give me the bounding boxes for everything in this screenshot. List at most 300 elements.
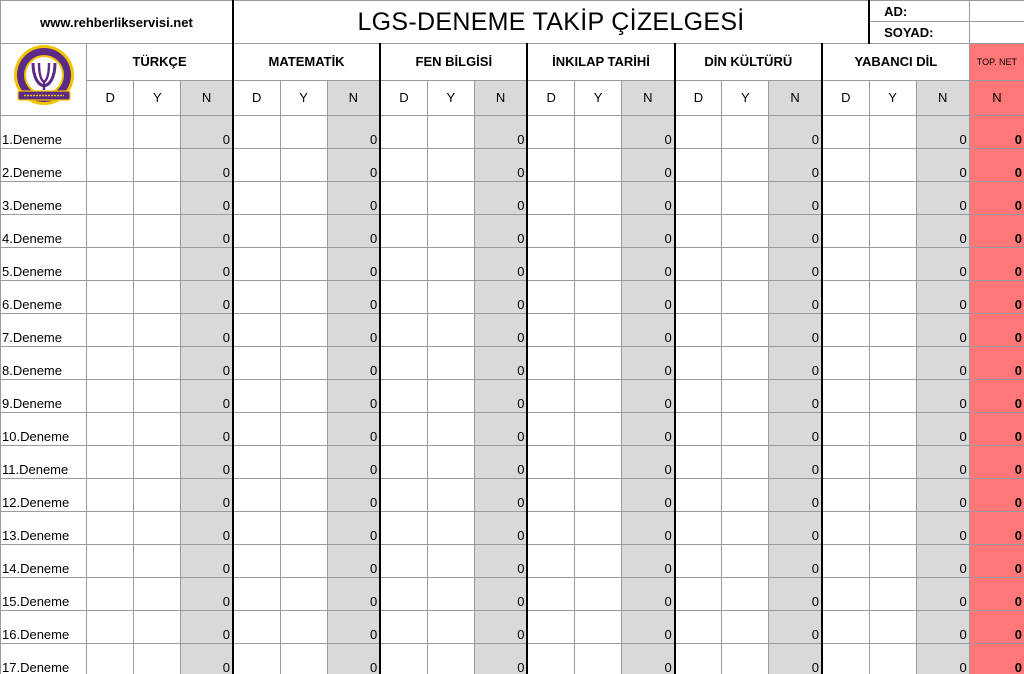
yanlis-cell-fen-biilgiisii[interactable] xyxy=(427,182,474,215)
net-cell-diin-kulturu: 0 xyxy=(769,644,822,674)
yanlis-cell-diin-kulturu[interactable] xyxy=(722,446,769,479)
yanlis-cell-turkce[interactable] xyxy=(134,578,181,611)
dogru-cell-turkce[interactable] xyxy=(87,512,134,545)
dogru-cell-iinkilap-tariihii[interactable] xyxy=(527,512,574,545)
dogru-cell-fen-biilgiisii[interactable] xyxy=(380,116,427,149)
yanlis-cell-turkce[interactable] xyxy=(134,347,181,380)
yanlis-cell-diin-kulturu[interactable] xyxy=(722,347,769,380)
yanlis-cell-matematiik[interactable] xyxy=(280,314,327,347)
yanlis-cell-matematiik[interactable] xyxy=(280,347,327,380)
yanlis-cell-fen-biilgiisii[interactable] xyxy=(427,281,474,314)
row-label: 3.Deneme xyxy=(1,182,87,215)
dogru-cell-yabanci-diil[interactable] xyxy=(822,479,869,512)
dogru-cell-fen-biilgiisii[interactable] xyxy=(380,281,427,314)
dogru-cell-turkce[interactable] xyxy=(87,578,134,611)
dogru-cell-turkce[interactable] xyxy=(87,116,134,149)
yanlis-cell-yabanci-diil[interactable] xyxy=(869,479,916,512)
soyad-label: SOYAD: xyxy=(869,22,969,44)
table-row xyxy=(1,479,1024,512)
net-cell-diin-kulturu: 0 xyxy=(769,545,822,578)
dogru-cell-fen-biilgiisii[interactable] xyxy=(380,248,427,281)
net-cell-turkce: 0 xyxy=(181,611,233,644)
col-header-y-turkce: Y xyxy=(134,80,181,115)
yanlis-cell-diin-kulturu[interactable] xyxy=(722,248,769,281)
yanlis-cell-diin-kulturu[interactable] xyxy=(722,578,769,611)
net-cell-turkce: 0 xyxy=(181,446,233,479)
dogru-cell-matematiik[interactable] xyxy=(233,512,280,545)
net-cell-matematiik: 0 xyxy=(327,380,380,413)
yanlis-cell-yabanci-diil[interactable] xyxy=(869,446,916,479)
yanlis-cell-iinkilap-tariihii[interactable] xyxy=(575,545,622,578)
dogru-cell-diin-kulturu[interactable] xyxy=(675,116,722,149)
dogru-cell-fen-biilgiisii[interactable] xyxy=(380,644,427,674)
net-cell-iinkilap-tariihii: 0 xyxy=(622,611,675,644)
dogru-cell-turkce[interactable] xyxy=(87,611,134,644)
yanlis-cell-matematiik[interactable] xyxy=(280,215,327,248)
dogru-cell-iinkilap-tariihii[interactable] xyxy=(527,116,574,149)
dogru-cell-matematiik[interactable] xyxy=(233,116,280,149)
row-label: 2.Deneme xyxy=(1,149,87,182)
dogru-cell-diin-kulturu[interactable] xyxy=(675,611,722,644)
table-row xyxy=(1,446,1024,479)
dogru-cell-yabanci-diil[interactable] xyxy=(822,512,869,545)
dogru-cell-diin-kulturu[interactable] xyxy=(675,644,722,674)
net-cell-yabanci-diil: 0 xyxy=(916,215,969,248)
net-cell-iinkilap-tariihii: 0 xyxy=(622,182,675,215)
yanlis-cell-turkce[interactable] xyxy=(134,215,181,248)
dogru-cell-turkce[interactable] xyxy=(87,248,134,281)
dogru-cell-diin-kulturu[interactable] xyxy=(675,479,722,512)
net-cell-yabanci-diil: 0 xyxy=(916,116,969,149)
yanlis-cell-yabanci-diil[interactable] xyxy=(869,182,916,215)
total-net-cell: 0 xyxy=(969,215,1024,248)
table-row xyxy=(1,215,1024,248)
col-header-n-turkce: N xyxy=(181,80,233,115)
yanlis-cell-diin-kulturu[interactable] xyxy=(722,215,769,248)
yanlis-cell-matematiik[interactable] xyxy=(280,413,327,446)
dogru-cell-matematiik[interactable] xyxy=(233,215,280,248)
net-cell-fen-biilgiisii: 0 xyxy=(474,149,527,182)
soyad-input-cell[interactable] xyxy=(969,22,1024,44)
dogru-cell-iinkilap-tariihii[interactable] xyxy=(527,446,574,479)
yanlis-cell-fen-biilgiisii[interactable] xyxy=(427,611,474,644)
dogru-cell-matematiik[interactable] xyxy=(233,611,280,644)
dogru-cell-yabanci-diil[interactable] xyxy=(822,248,869,281)
yanlis-cell-turkce[interactable] xyxy=(134,446,181,479)
net-cell-turkce: 0 xyxy=(181,281,233,314)
dogru-cell-yabanci-diil[interactable] xyxy=(822,644,869,674)
dogru-cell-diin-kulturu[interactable] xyxy=(675,380,722,413)
dogru-cell-turkce[interactable] xyxy=(87,281,134,314)
dogru-cell-diin-kulturu[interactable] xyxy=(675,413,722,446)
dogru-cell-turkce[interactable] xyxy=(87,182,134,215)
net-cell-matematiik: 0 xyxy=(327,281,380,314)
net-cell-fen-biilgiisii: 0 xyxy=(474,116,527,149)
dogru-cell-fen-biilgiisii[interactable] xyxy=(380,380,427,413)
dogru-cell-fen-biilgiisii[interactable] xyxy=(380,314,427,347)
dogru-cell-turkce[interactable] xyxy=(87,479,134,512)
dogru-cell-diin-kulturu[interactable] xyxy=(675,347,722,380)
yanlis-cell-diin-kulturu[interactable] xyxy=(722,545,769,578)
total-net-cell: 0 xyxy=(969,116,1024,149)
yanlis-cell-iinkilap-tariihii[interactable] xyxy=(575,380,622,413)
net-cell-yabanci-diil: 0 xyxy=(916,347,969,380)
yanlis-cell-yabanci-diil[interactable] xyxy=(869,578,916,611)
yanlis-cell-matematiik[interactable] xyxy=(280,182,327,215)
dogru-cell-iinkilap-tariihii[interactable] xyxy=(527,413,574,446)
net-cell-diin-kulturu: 0 xyxy=(769,248,822,281)
net-cell-turkce: 0 xyxy=(181,149,233,182)
yanlis-cell-diin-kulturu[interactable] xyxy=(722,479,769,512)
yanlis-cell-turkce[interactable] xyxy=(134,281,181,314)
yanlis-cell-turkce[interactable] xyxy=(134,644,181,674)
yanlis-cell-fen-biilgiisii[interactable] xyxy=(427,248,474,281)
ad-label: AD: xyxy=(869,1,969,22)
dogru-cell-matematiik[interactable] xyxy=(233,644,280,674)
net-cell-iinkilap-tariihii: 0 xyxy=(622,380,675,413)
yanlis-cell-diin-kulturu[interactable] xyxy=(722,512,769,545)
yanlis-cell-fen-biilgiisii[interactable] xyxy=(427,446,474,479)
dogru-cell-yabanci-diil[interactable] xyxy=(822,545,869,578)
yanlis-cell-iinkilap-tariihii[interactable] xyxy=(575,446,622,479)
net-cell-diin-kulturu: 0 xyxy=(769,215,822,248)
yanlis-cell-matematiik[interactable] xyxy=(280,380,327,413)
yanlis-cell-diin-kulturu[interactable] xyxy=(722,611,769,644)
yanlis-cell-diin-kulturu[interactable] xyxy=(722,182,769,215)
yanlis-cell-diin-kulturu[interactable] xyxy=(722,314,769,347)
dogru-cell-fen-biilgiisii[interactable] xyxy=(380,149,427,182)
dogru-cell-yabanci-diil[interactable] xyxy=(822,116,869,149)
yanlis-cell-iinkilap-tariihii[interactable] xyxy=(575,116,622,149)
dogru-cell-iinkilap-tariihii[interactable] xyxy=(527,215,574,248)
net-cell-iinkilap-tariihii: 0 xyxy=(622,314,675,347)
yanlis-cell-yabanci-diil[interactable] xyxy=(869,512,916,545)
net-cell-turkce: 0 xyxy=(181,479,233,512)
dogru-cell-iinkilap-tariihii[interactable] xyxy=(527,182,574,215)
yanlis-cell-fen-biilgiisii[interactable] xyxy=(427,512,474,545)
net-cell-matematiik: 0 xyxy=(327,446,380,479)
dogru-cell-matematiik[interactable] xyxy=(233,248,280,281)
row-label: 13.Deneme xyxy=(1,512,87,545)
net-cell-yabanci-diil: 0 xyxy=(916,248,969,281)
net-cell-diin-kulturu: 0 xyxy=(769,413,822,446)
dogru-cell-matematiik[interactable] xyxy=(233,314,280,347)
net-cell-matematiik: 0 xyxy=(327,545,380,578)
dogru-cell-iinkilap-tariihii[interactable] xyxy=(527,380,574,413)
dogru-cell-fen-biilgiisii[interactable] xyxy=(380,578,427,611)
dogru-cell-diin-kulturu[interactable] xyxy=(675,314,722,347)
dogru-cell-yabanci-diil[interactable] xyxy=(822,149,869,182)
table-row xyxy=(1,512,1024,545)
yanlis-cell-turkce[interactable] xyxy=(134,314,181,347)
yanlis-cell-fen-biilgiisii[interactable] xyxy=(427,380,474,413)
dogru-cell-diin-kulturu[interactable] xyxy=(675,578,722,611)
yanlis-cell-matematiik[interactable] xyxy=(280,512,327,545)
dogru-cell-iinkilap-tariihii[interactable] xyxy=(527,611,574,644)
dogru-cell-matematiik[interactable] xyxy=(233,446,280,479)
yanlis-cell-yabanci-diil[interactable] xyxy=(869,545,916,578)
yanlis-cell-turkce[interactable] xyxy=(134,512,181,545)
row-label: 1.Deneme xyxy=(1,116,87,149)
yanlis-cell-diin-kulturu[interactable] xyxy=(722,116,769,149)
row-label: 12.Deneme xyxy=(1,479,87,512)
total-net-cell: 0 xyxy=(969,479,1024,512)
col-header-d-iinkilap-tariihii: D xyxy=(527,80,574,115)
dogru-cell-fen-biilgiisii[interactable] xyxy=(380,182,427,215)
row-label: 7.Deneme xyxy=(1,314,87,347)
row-label: 15.Deneme xyxy=(1,578,87,611)
net-cell-diin-kulturu: 0 xyxy=(769,578,822,611)
dogru-cell-yabanci-diil[interactable] xyxy=(822,380,869,413)
col-header-y-fen-biilgiisii: Y xyxy=(427,80,474,115)
yanlis-cell-turkce[interactable] xyxy=(134,479,181,512)
yanlis-cell-yabanci-diil[interactable] xyxy=(869,149,916,182)
dogru-cell-matematiik[interactable] xyxy=(233,578,280,611)
yanlis-cell-yabanci-diil[interactable] xyxy=(869,644,916,674)
dogru-cell-fen-biilgiisii[interactable] xyxy=(380,545,427,578)
col-header-n-iinkilap-tariihii: N xyxy=(622,80,675,115)
yanlis-cell-diin-kulturu[interactable] xyxy=(722,281,769,314)
net-cell-fen-biilgiisii: 0 xyxy=(474,578,527,611)
dogru-cell-turkce[interactable] xyxy=(87,347,134,380)
rehberlik-servisi-logo-icon xyxy=(4,44,84,110)
yanlis-cell-yabanci-diil[interactable] xyxy=(869,347,916,380)
yanlis-cell-fen-biilgiisii[interactable] xyxy=(427,347,474,380)
yanlis-cell-iinkilap-tariihii[interactable] xyxy=(575,149,622,182)
dogru-cell-fen-biilgiisii[interactable] xyxy=(380,446,427,479)
net-cell-fen-biilgiisii: 0 xyxy=(474,545,527,578)
ad-input-cell[interactable] xyxy=(969,1,1024,22)
dogru-cell-matematiik[interactable] xyxy=(233,545,280,578)
net-cell-fen-biilgiisii: 0 xyxy=(474,446,527,479)
yanlis-cell-turkce[interactable] xyxy=(134,116,181,149)
yanlis-cell-matematiik[interactable] xyxy=(280,578,327,611)
yanlis-cell-turkce[interactable] xyxy=(134,611,181,644)
net-cell-fen-biilgiisii: 0 xyxy=(474,182,527,215)
net-cell-diin-kulturu: 0 xyxy=(769,281,822,314)
table-row xyxy=(1,347,1024,380)
yanlis-cell-matematiik[interactable] xyxy=(280,644,327,674)
yanlis-cell-matematiik[interactable] xyxy=(280,479,327,512)
subject-header-turkce: TÜRKÇE xyxy=(87,44,233,81)
dogru-cell-iinkilap-tariihii[interactable] xyxy=(527,545,574,578)
dogru-cell-yabanci-diil[interactable] xyxy=(822,446,869,479)
table-row xyxy=(1,182,1024,215)
yanlis-cell-fen-biilgiisii[interactable] xyxy=(427,578,474,611)
dogru-cell-diin-kulturu[interactable] xyxy=(675,446,722,479)
dogru-cell-matematiik[interactable] xyxy=(233,347,280,380)
net-cell-iinkilap-tariihii: 0 xyxy=(622,281,675,314)
yanlis-cell-fen-biilgiisii[interactable] xyxy=(427,215,474,248)
yanlis-cell-fen-biilgiisii[interactable] xyxy=(427,644,474,674)
yanlis-cell-diin-kulturu[interactable] xyxy=(722,149,769,182)
dogru-cell-iinkilap-tariihii[interactable] xyxy=(527,314,574,347)
yanlis-cell-iinkilap-tariihii[interactable] xyxy=(575,314,622,347)
net-cell-diin-kulturu: 0 xyxy=(769,182,822,215)
dogru-cell-turkce[interactable] xyxy=(87,644,134,674)
dogru-cell-yabanci-diil[interactable] xyxy=(822,314,869,347)
row-label: 14.Deneme xyxy=(1,545,87,578)
yanlis-cell-iinkilap-tariihii[interactable] xyxy=(575,644,622,674)
dogru-cell-iinkilap-tariihii[interactable] xyxy=(527,479,574,512)
net-cell-fen-biilgiisii: 0 xyxy=(474,479,527,512)
net-cell-fen-biilgiisii: 0 xyxy=(474,281,527,314)
dogru-cell-diin-kulturu[interactable] xyxy=(675,215,722,248)
yanlis-cell-yabanci-diil[interactable] xyxy=(869,413,916,446)
net-cell-turkce: 0 xyxy=(181,314,233,347)
dogru-cell-turkce[interactable] xyxy=(87,545,134,578)
yanlis-cell-iinkilap-tariihii[interactable] xyxy=(575,248,622,281)
yanlis-cell-iinkilap-tariihii[interactable] xyxy=(575,512,622,545)
net-cell-matematiik: 0 xyxy=(327,512,380,545)
net-cell-yabanci-diil: 0 xyxy=(916,182,969,215)
dogru-cell-fen-biilgiisii[interactable] xyxy=(380,611,427,644)
yanlis-cell-turkce[interactable] xyxy=(134,248,181,281)
total-net-header: TOP. NET xyxy=(969,44,1024,81)
yanlis-cell-yabanci-diil[interactable] xyxy=(869,611,916,644)
yanlis-cell-diin-kulturu[interactable] xyxy=(722,380,769,413)
yanlis-cell-fen-biilgiisii[interactable] xyxy=(427,479,474,512)
dogru-cell-iinkilap-tariihii[interactable] xyxy=(527,281,574,314)
net-cell-diin-kulturu: 0 xyxy=(769,380,822,413)
dogru-cell-turkce[interactable] xyxy=(87,380,134,413)
net-cell-matematiik: 0 xyxy=(327,116,380,149)
yanlis-cell-turkce[interactable] xyxy=(134,182,181,215)
table-row xyxy=(1,281,1024,314)
dogru-cell-yabanci-diil[interactable] xyxy=(822,215,869,248)
dogru-cell-fen-biilgiisii[interactable] xyxy=(380,215,427,248)
dogru-cell-matematiik[interactable] xyxy=(233,380,280,413)
yanlis-cell-matematiik[interactable] xyxy=(280,611,327,644)
yanlis-cell-turkce[interactable] xyxy=(134,149,181,182)
dogru-cell-yabanci-diil[interactable] xyxy=(822,182,869,215)
yanlis-cell-matematiik[interactable] xyxy=(280,149,327,182)
dogru-cell-turkce[interactable] xyxy=(87,149,134,182)
net-cell-fen-biilgiisii: 0 xyxy=(474,512,527,545)
yanlis-cell-yabanci-diil[interactable] xyxy=(869,116,916,149)
dogru-cell-yabanci-diil[interactable] xyxy=(822,281,869,314)
dogru-cell-iinkilap-tariihii[interactable] xyxy=(527,347,574,380)
subject-header-fen-biilgiisii: FEN BİLGİSİ xyxy=(380,44,527,81)
yanlis-cell-yabanci-diil[interactable] xyxy=(869,314,916,347)
dogru-cell-iinkilap-tariihii[interactable] xyxy=(527,578,574,611)
yanlis-cell-iinkilap-tariihii[interactable] xyxy=(575,281,622,314)
dogru-cell-matematiik[interactable] xyxy=(233,281,280,314)
yanlis-cell-iinkilap-tariihii[interactable] xyxy=(575,611,622,644)
total-net-cell: 0 xyxy=(969,512,1024,545)
yanlis-cell-matematiik[interactable] xyxy=(280,281,327,314)
yanlis-cell-iinkilap-tariihii[interactable] xyxy=(575,347,622,380)
yanlis-cell-fen-biilgiisii[interactable] xyxy=(427,413,474,446)
net-cell-turkce: 0 xyxy=(181,380,233,413)
row-label: 8.Deneme xyxy=(1,347,87,380)
net-cell-turkce: 0 xyxy=(181,215,233,248)
yanlis-cell-yabanci-diil[interactable] xyxy=(869,380,916,413)
dogru-cell-yabanci-diil[interactable] xyxy=(822,413,869,446)
dogru-cell-turkce[interactable] xyxy=(87,413,134,446)
dogru-cell-yabanci-diil[interactable] xyxy=(822,347,869,380)
dogru-cell-diin-kulturu[interactable] xyxy=(675,545,722,578)
net-cell-matematiik: 0 xyxy=(327,149,380,182)
dogru-cell-matematiik[interactable] xyxy=(233,479,280,512)
yanlis-cell-diin-kulturu[interactable] xyxy=(722,413,769,446)
yanlis-cell-yabanci-diil[interactable] xyxy=(869,281,916,314)
subject-header-diin-kulturu: DİN KÜLTÜRÜ xyxy=(675,44,822,81)
dogru-cell-iinkilap-tariihii[interactable] xyxy=(527,644,574,674)
col-header-y-diin-kulturu: Y xyxy=(722,80,769,115)
yanlis-cell-matematiik[interactable] xyxy=(280,248,327,281)
dogru-cell-turkce[interactable] xyxy=(87,446,134,479)
dogru-cell-fen-biilgiisii[interactable] xyxy=(380,347,427,380)
dogru-cell-yabanci-diil[interactable] xyxy=(822,578,869,611)
col-header-y-matematiik: Y xyxy=(280,80,327,115)
yanlis-cell-diin-kulturu[interactable] xyxy=(722,644,769,674)
dogru-cell-diin-kulturu[interactable] xyxy=(675,248,722,281)
dogru-cell-matematiik[interactable] xyxy=(233,182,280,215)
yanlis-cell-matematiik[interactable] xyxy=(280,116,327,149)
net-cell-yabanci-diil: 0 xyxy=(916,446,969,479)
dogru-cell-fen-biilgiisii[interactable] xyxy=(380,512,427,545)
row-label: 10.Deneme xyxy=(1,413,87,446)
net-cell-yabanci-diil: 0 xyxy=(916,479,969,512)
net-cell-iinkilap-tariihii: 0 xyxy=(622,545,675,578)
dogru-cell-diin-kulturu[interactable] xyxy=(675,182,722,215)
dogru-cell-fen-biilgiisii[interactable] xyxy=(380,479,427,512)
dogru-cell-diin-kulturu[interactable] xyxy=(675,149,722,182)
col-header-y-iinkilap-tariihii: Y xyxy=(575,80,622,115)
yanlis-cell-turkce[interactable] xyxy=(134,545,181,578)
yanlis-cell-yabanci-diil[interactable] xyxy=(869,215,916,248)
net-cell-matematiik: 0 xyxy=(327,347,380,380)
dogru-cell-diin-kulturu[interactable] xyxy=(675,512,722,545)
dogru-cell-matematiik[interactable] xyxy=(233,413,280,446)
dogru-cell-matematiik[interactable] xyxy=(233,149,280,182)
dogru-cell-turkce[interactable] xyxy=(87,314,134,347)
yanlis-cell-matematiik[interactable] xyxy=(280,545,327,578)
yanlis-cell-iinkilap-tariihii[interactable] xyxy=(575,413,622,446)
yanlis-cell-fen-biilgiisii[interactable] xyxy=(427,149,474,182)
table-row xyxy=(1,611,1024,644)
net-cell-fen-biilgiisii: 0 xyxy=(474,347,527,380)
dogru-cell-turkce[interactable] xyxy=(87,215,134,248)
dogru-cell-diin-kulturu[interactable] xyxy=(675,281,722,314)
yanlis-cell-turkce[interactable] xyxy=(134,413,181,446)
yanlis-cell-iinkilap-tariihii[interactable] xyxy=(575,479,622,512)
row-label: 17.Deneme xyxy=(1,644,87,674)
row-label: 9.Deneme xyxy=(1,380,87,413)
col-header-d-yabanci-diil: D xyxy=(822,80,869,115)
dogru-cell-iinkilap-tariihii[interactable] xyxy=(527,248,574,281)
net-cell-turkce: 0 xyxy=(181,545,233,578)
dogru-cell-fen-biilgiisii[interactable] xyxy=(380,413,427,446)
col-header-d-diin-kulturu: D xyxy=(675,80,722,115)
yanlis-cell-matematiik[interactable] xyxy=(280,446,327,479)
yanlis-cell-fen-biilgiisii[interactable] xyxy=(427,314,474,347)
net-cell-iinkilap-tariihii: 0 xyxy=(622,149,675,182)
dogru-cell-iinkilap-tariihii[interactable] xyxy=(527,149,574,182)
net-cell-yabanci-diil: 0 xyxy=(916,545,969,578)
col-header-n-fen-biilgiisii: N xyxy=(474,80,527,115)
yanlis-cell-turkce[interactable] xyxy=(134,380,181,413)
dogru-cell-yabanci-diil[interactable] xyxy=(822,611,869,644)
yanlis-cell-fen-biilgiisii[interactable] xyxy=(427,116,474,149)
yanlis-cell-iinkilap-tariihii[interactable] xyxy=(575,182,622,215)
yanlis-cell-iinkilap-tariihii[interactable] xyxy=(575,578,622,611)
yanlis-cell-fen-biilgiisii[interactable] xyxy=(427,545,474,578)
yanlis-cell-yabanci-diil[interactable] xyxy=(869,248,916,281)
yanlis-cell-iinkilap-tariihii[interactable] xyxy=(575,215,622,248)
table-row xyxy=(1,578,1024,611)
